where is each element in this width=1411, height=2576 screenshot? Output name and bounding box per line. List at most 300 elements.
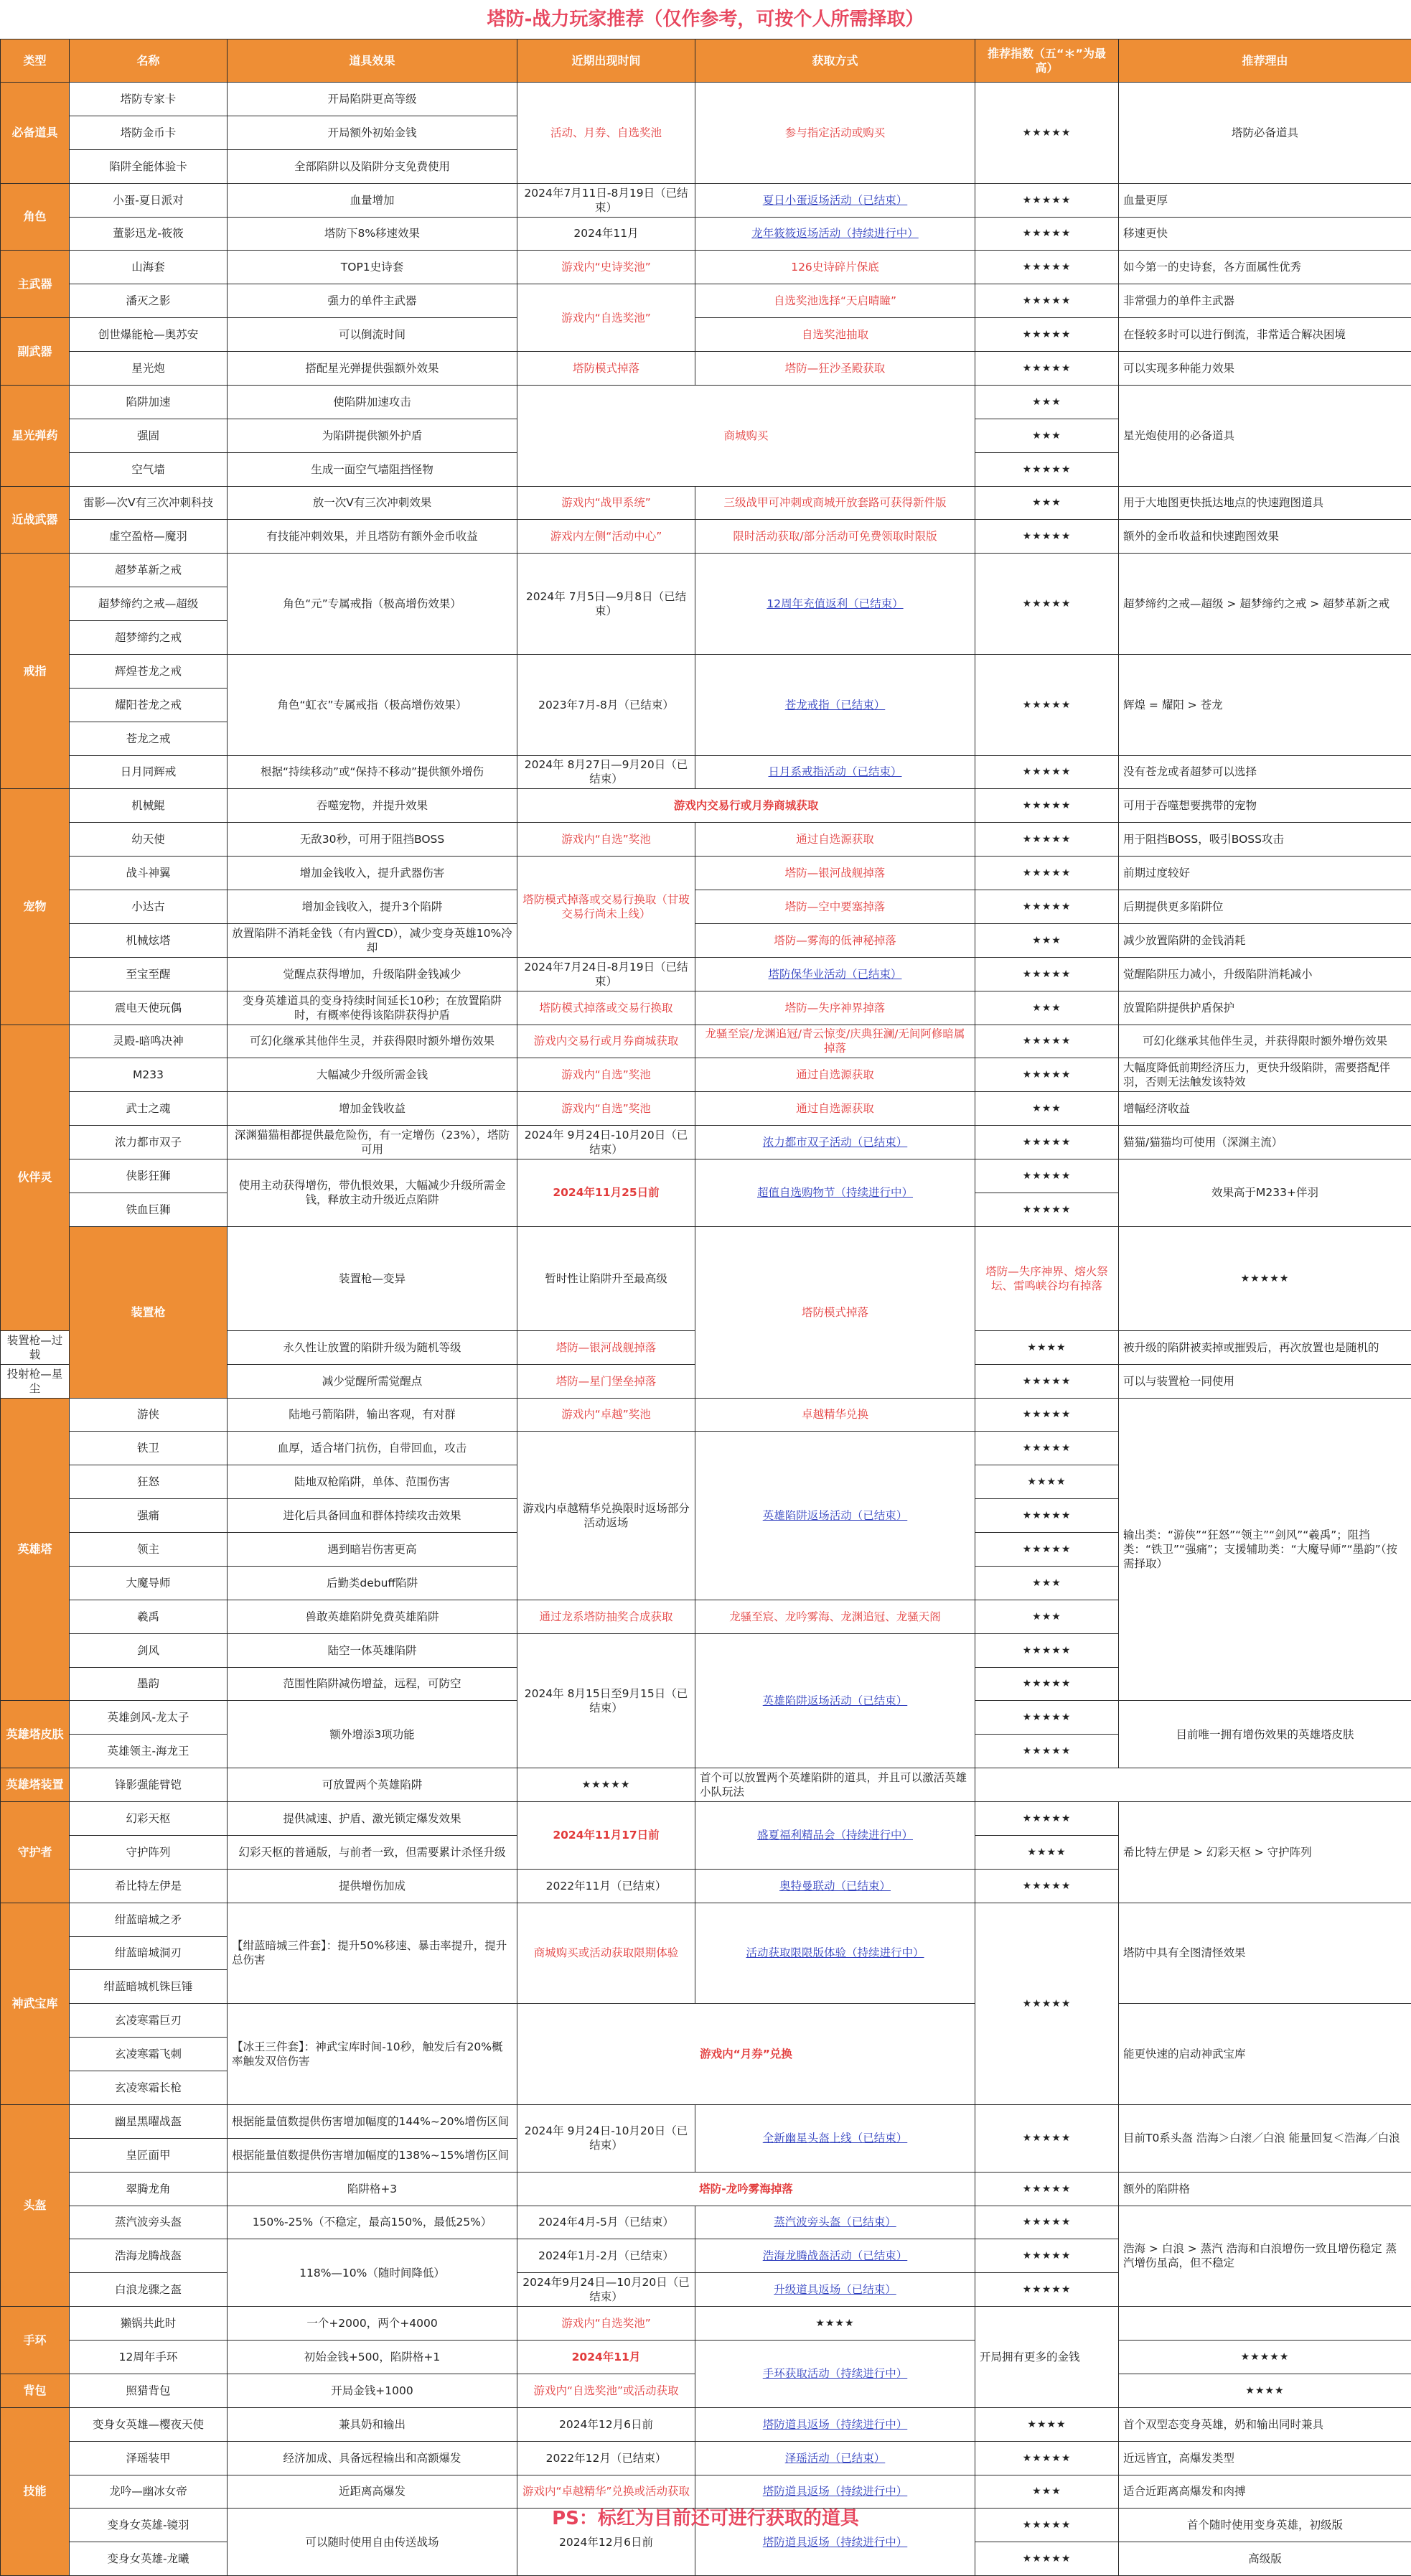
- table-cell: 超梦革新之戒: [70, 554, 228, 587]
- table-cell: 玄凌寒霜长枪: [70, 2071, 228, 2105]
- table-cell: 塔防中具有全图清怪效果: [1119, 1903, 1411, 2004]
- table-cell: 变身女英雄-镜羽: [70, 2509, 228, 2542]
- table-cell: 照猎背包: [70, 2374, 228, 2407]
- table-row: [1, 251, 1411, 284]
- table-cell: 根据能量值数提供伤害增加幅度的138%~15%增伤区间: [228, 2138, 517, 2172]
- table-cell: ★★★★: [975, 1465, 1119, 1499]
- category-cell: 伙伴灵: [1, 1025, 70, 1330]
- source-link[interactable]: 日月系戒指活动（已结束）: [695, 755, 975, 789]
- table-cell: 震电天使玩偶: [70, 991, 228, 1025]
- table-cell: ★★★★★: [975, 1193, 1119, 1226]
- table-cell: 额外的金币收益和快速跑图效果: [1119, 520, 1411, 554]
- table-cell: ★★★★★: [975, 2542, 1119, 2576]
- table-cell: ★★★★★: [975, 2273, 1119, 2307]
- source-link[interactable]: 手环获取活动（持续进行中）: [695, 2341, 975, 2408]
- table-row: [1, 385, 1411, 419]
- table-cell: ★★★★★: [975, 318, 1119, 352]
- table-row: [1, 1226, 1411, 1330]
- category-cell: 英雄塔: [1, 1398, 70, 1701]
- table-cell: 玄凌寒霜飞刺: [70, 2038, 228, 2071]
- source-link[interactable]: 塔防道具返场（持续进行中）: [695, 2407, 975, 2441]
- table-cell: 浩海 > 白浪 > 蒸汽 浩海和白浪增伤一致且增伤稳定 蒸汽增伤虽高，但不稳定: [1119, 2206, 1411, 2307]
- table-cell: 塔防必备道具: [1119, 83, 1411, 184]
- table-cell: 小蛋-夏日派对: [70, 183, 228, 217]
- table-cell: 游戏内“自选奖池”或活动获取: [517, 2374, 695, 2407]
- table-cell: 自选奖池选择“天启晴瞳”: [695, 284, 975, 318]
- table-cell: 2024年 7月5日—9月8日（已结束）: [517, 554, 695, 655]
- source-link[interactable]: 龙年筱筱返场活动（持续进行中）: [695, 217, 975, 251]
- table-cell: ★★★★★: [975, 1903, 1119, 2104]
- source-link[interactable]: 英雄陷阱返场活动（已结束）: [695, 1633, 975, 1768]
- header-effect: 道具效果: [228, 39, 517, 83]
- table-cell: 2022年12月（已结束）: [517, 2441, 695, 2475]
- category-cell: 英雄塔皮肤: [1, 1701, 70, 1768]
- table-cell: ★★★★★: [1119, 2341, 1411, 2374]
- table-cell: 为陷阱提供额外护盾: [228, 419, 517, 452]
- table-cell: 限时活动获取/部分活动可免费领取时限版: [695, 520, 975, 554]
- source-link[interactable]: 英雄陷阱返场活动（已结束）: [695, 1432, 975, 1600]
- table-cell: 增幅经济收益: [1119, 1092, 1411, 1126]
- category-cell: 戒指: [1, 554, 70, 789]
- table-cell: ★★★★★: [975, 1533, 1119, 1567]
- table-cell: 2024年12月6日前: [517, 2407, 695, 2441]
- table-row: [1, 2172, 1411, 2206]
- table-cell: 移速更快: [1119, 217, 1411, 251]
- table-cell: 辉煌苍龙之戒: [70, 654, 228, 688]
- table-row: [1, 857, 1411, 890]
- source-link[interactable]: 塔防道具返场（持续进行中）: [695, 2509, 975, 2576]
- table-cell: ★★★★★: [975, 1735, 1119, 1768]
- table-cell: 2024年 9月24日-10月20日（已结束）: [517, 2104, 695, 2172]
- table-cell: ★★★★★: [975, 284, 1119, 318]
- table-cell: 塔防模式掉落: [517, 352, 695, 386]
- table-cell: 猫猫/猫猫均可使用（深渊主流）: [1119, 1126, 1411, 1159]
- table-row: [1, 1903, 1411, 1936]
- table-cell: 可幻化继承其他伴生灵，并获得限时额外增伤效果: [1119, 1025, 1411, 1058]
- table-cell: 增加金钱收入，提升武器伤害: [228, 857, 517, 890]
- table-cell: 空气墙: [70, 452, 228, 486]
- category-cell: 副武器: [1, 318, 70, 386]
- table-cell: 用于大地图更快抵达地点的快速跑图道具: [1119, 486, 1411, 520]
- table-cell: 2024年7月11日-8月19日（已结束）: [517, 183, 695, 217]
- table-cell: 2024年11月: [517, 217, 695, 251]
- table-cell: 变身英雄道具的变身持续时间延长10秒；在放置陷阱时，有概率使得该陷阱获得护盾: [228, 991, 517, 1025]
- table-cell: 塔防—银河战舰掉落: [695, 857, 975, 890]
- table-cell: 战斗神翼: [70, 857, 228, 890]
- table-cell: ★★★: [975, 486, 1119, 520]
- table-cell: 目前唯一拥有增伤效果的英雄塔皮肤: [1119, 1701, 1411, 1768]
- header-source: 获取方式: [695, 39, 975, 83]
- table-cell: 游戏内左侧“活动中心”: [517, 520, 695, 554]
- table-cell: 希比特左伊是 > 幻彩天枢 > 守护阵列: [1119, 1802, 1411, 1903]
- table-row: [1, 2004, 1411, 2038]
- table-cell: 搭配星光弹提供强额外效果: [228, 352, 517, 386]
- header-rating: 推荐指数（五“＊”为最高）: [975, 39, 1119, 83]
- table-cell: 蒸汽波旁头盔: [70, 2206, 228, 2239]
- source-link[interactable]: 全新幽星头盔上线（已结束）: [695, 2104, 975, 2172]
- table-cell: ★★★★★: [975, 1364, 1119, 1398]
- table-cell: 额外的陷阱格: [1119, 2172, 1411, 2206]
- table-cell: 变身女英雄-龙曦: [70, 2542, 228, 2576]
- table-cell: 陷阱格+3: [228, 2172, 517, 2206]
- table-row: [1, 1092, 1411, 1126]
- table-cell: 可幻化继承其他伴生灵，并获得限时额外增伤效果: [228, 1025, 517, 1058]
- table-cell: ★★★★★: [975, 1159, 1119, 1193]
- table-cell: 浓力都市双子: [70, 1126, 228, 1159]
- table-cell: 2024年11月17日前: [517, 1802, 695, 1870]
- table-cell: 近距离高爆发: [228, 2475, 517, 2509]
- table-cell: ★★★★★: [975, 1398, 1119, 1432]
- table-cell: ★★★: [975, 923, 1119, 957]
- table-cell: 自选奖池抽取: [695, 318, 975, 352]
- table-cell: 雷影—次V有三次冲刺科技: [70, 486, 228, 520]
- table-cell: 机械鲲: [70, 789, 228, 823]
- table-row: [1, 654, 1411, 688]
- source-link[interactable]: 塔防保华业活动（已结束）: [695, 957, 975, 991]
- table-row: [1, 2341, 1411, 2374]
- table-cell: 根据能量值数提供伤害增加幅度的144%~20%增伤区间: [228, 2104, 517, 2138]
- table-cell: 变身女英雄—樱夜天使: [70, 2407, 228, 2441]
- table-cell: 塔防模式掉落或交易行换取（甘玻交易行尚未上线）: [517, 857, 695, 958]
- table-cell: 2024年11月: [517, 2341, 695, 2374]
- category-cell: 手环: [1, 2307, 70, 2374]
- table-cell: 游戏内“月券”兑换: [517, 2004, 975, 2105]
- table-cell: 辉煌 = 耀阳 > 苍龙: [1119, 654, 1411, 755]
- category-cell: 守护者: [1, 1802, 70, 1903]
- table-cell: 后期提供更多陷阱位: [1119, 890, 1411, 924]
- table-cell: 全部陷阱以及陷阱分支免费使用: [228, 149, 517, 183]
- table-cell: 翠腾龙角: [70, 2172, 228, 2206]
- table-cell: 减少觉醒所需觉醒点: [228, 1364, 517, 1398]
- table-row: [1, 2307, 1411, 2341]
- table-cell: 塔防—雾海的低神秘掉落: [695, 923, 975, 957]
- table-cell: 目前T0系头盔 浩海＞白滚／白浪 能量回复＜浩海／白浪: [1119, 2104, 1411, 2172]
- table-cell: 铁卫: [70, 1432, 228, 1465]
- table-cell: 2023年7月-8月（已结束）: [517, 654, 695, 755]
- table-cell: 游戏内“卓越精华”兑换或活动获取: [517, 2475, 695, 2509]
- table-cell: ★★★★★: [975, 1058, 1119, 1092]
- table-cell: ★★★★: [695, 2307, 975, 2341]
- table-cell: ★★★★★: [975, 2441, 1119, 2475]
- table-cell: ★★★: [975, 1600, 1119, 1633]
- table-cell: 强固: [70, 419, 228, 452]
- table-cell: ★★★★: [975, 1330, 1119, 1364]
- table-row: [1, 486, 1411, 520]
- table-cell: 有技能冲刺效果，并且塔防有额外金币收益: [228, 520, 517, 554]
- table-cell: 126史诗碎片保底: [695, 251, 975, 284]
- table-cell: 永久性让放置的陷阱升级为随机等级: [228, 1330, 517, 1364]
- table-row: [1, 2475, 1411, 2509]
- table-cell: ★★★★★: [975, 1869, 1119, 1903]
- table-cell: 可用于吞噬想要携带的宠物: [1119, 789, 1411, 823]
- page-title: 塔防-战力玩家推荐（仅作参考，可按个人所需择取）: [0, 0, 1411, 39]
- table-cell: ★★★★★: [975, 1633, 1119, 1667]
- source-link[interactable]: 浓力都市双子活动（已结束）: [695, 1126, 975, 1159]
- table-row: [1, 1802, 1411, 1836]
- table-cell: 前期过度较好: [1119, 857, 1411, 890]
- table-cell: 放一次V有三次冲刺效果: [228, 486, 517, 520]
- table-cell: 幻彩天枢的普通版，与前者一致，但需要累计杀怪升级: [228, 1835, 517, 1869]
- table-cell: 减少放置陷阱的金钱消耗: [1119, 923, 1411, 957]
- table-cell: TOP1史诗套: [228, 251, 517, 284]
- header-reason: 推荐理由: [1119, 39, 1411, 83]
- table-cell: M233: [70, 1058, 228, 1092]
- table-cell: 一个+2000，两个+4000: [228, 2307, 517, 2341]
- table-cell: 塔防模式掉落: [695, 1226, 975, 1398]
- footer-note: PS：标红为目前还可进行获取的道具: [0, 2504, 1411, 2533]
- table-row: [1, 183, 1411, 217]
- table-cell: 高级版: [1119, 2542, 1411, 2576]
- table-cell: 2024年11月25日前: [517, 1159, 695, 1227]
- table-cell: 虚空盈格—魔羽: [70, 520, 228, 554]
- table-cell: 2024年 9月24日-10月20日（已结束）: [517, 1126, 695, 1159]
- table-cell: 超梦缔约之戒—超级: [70, 587, 228, 621]
- table-row: [1, 1159, 1411, 1193]
- table-cell: 血量增加: [228, 183, 517, 217]
- table-row: [1, 318, 1411, 352]
- table-cell: ★★★: [975, 419, 1119, 452]
- table-cell: 羲禹: [70, 1600, 228, 1633]
- table-cell: ★★★★★: [975, 554, 1119, 655]
- table-cell: 12周年手环: [70, 2341, 228, 2374]
- source-link[interactable]: 泽瑶活动（已结束）: [695, 2441, 975, 2475]
- category-cell: 近战武器: [1, 486, 70, 554]
- source-link[interactable]: 盛夏福利精品会（持续进行中）: [695, 1802, 975, 1870]
- table-row: [1, 1126, 1411, 1159]
- source-link[interactable]: 苍龙戒指（已结束）: [695, 654, 975, 755]
- table-cell: ★★★★★: [975, 1432, 1119, 1465]
- table-row: [1, 83, 1411, 116]
- category-cell: 必备道具: [1, 83, 70, 184]
- table-cell: 投射枪—星尘: [1, 1364, 70, 1398]
- table-cell: 玄凌寒霜巨刃: [70, 2004, 228, 2038]
- source-link[interactable]: 奥特曼联动（已结束）: [695, 1869, 975, 1903]
- table-cell: 三级战甲可冲刺或商城开放套路可获得新件版: [695, 486, 975, 520]
- table-cell: 能更快速的启动神武宝库: [1119, 2004, 1411, 2105]
- table-cell: 大幅度降低前期经济压力，更快升级陷阱，需要搭配伴羽，否则无法触发该特效: [1119, 1058, 1411, 1092]
- table-row: [1, 755, 1411, 789]
- table-cell: 游戏内“自选”奖池: [517, 1092, 695, 1126]
- table-row: [1, 991, 1411, 1025]
- table-cell: 角色“元”专属戒指（极高增伤效果）: [228, 554, 517, 655]
- table-cell: 觉醒陷阱压力减小，升级陷阱消耗减小: [1119, 957, 1411, 991]
- table-cell: 游戏内“自选”奖池: [517, 1058, 695, 1092]
- table-row: [1, 890, 1411, 924]
- table-row: [1, 2206, 1411, 2239]
- table-cell: ★★★★★: [975, 352, 1119, 386]
- table-cell: ★★★★★: [975, 1025, 1119, 1058]
- table-cell: 陷阱全能体验卡: [70, 149, 228, 183]
- table-cell: 星光炮: [70, 352, 228, 386]
- table-row: [1, 789, 1411, 823]
- category-cell: 英雄塔装置: [1, 1768, 70, 1802]
- table-cell: 首个可以放置两个英雄陷阱的道具，并且可以激活英雄小队玩法: [695, 1768, 975, 1802]
- table-cell: 陆空一体英雄陷阱: [228, 1633, 517, 1667]
- table-cell: 超梦缔约之戒—超级 > 超梦缔约之戒 > 超梦革新之戒: [1119, 554, 1411, 655]
- table-cell: 大魔导师: [70, 1566, 228, 1600]
- table-row: [1, 217, 1411, 251]
- table-cell: 白浪龙骤之盔: [70, 2273, 228, 2307]
- table-cell: ★★★: [975, 1092, 1119, 1126]
- table-cell: 被升级的陷阱被卖掉或摧毁后，再次放置也是随机的: [1119, 1330, 1411, 1364]
- table-cell: 开局拥有更多的金钱: [975, 2307, 1119, 2408]
- table-cell: 锋影强能臂铠: [70, 1768, 228, 1802]
- table-row: [1, 1768, 1411, 1802]
- table-cell: 游戏内卓越精华兑换限时返场部分活动返场: [517, 1432, 695, 1600]
- table-row: [1, 1025, 1411, 1058]
- table-cell: 放置陷阱提供护盾保护: [1119, 991, 1411, 1025]
- table-cell: 增加金钱收入，提升3个陷阱: [228, 890, 517, 924]
- table-cell: 2024年1月-2月（已结束）: [517, 2239, 695, 2273]
- table-cell: 2024年4月-5月（已结束）: [517, 2206, 695, 2239]
- table-cell: ★★★★★: [975, 183, 1119, 217]
- table-cell: ★★★★★: [975, 1126, 1119, 1159]
- table-cell: 兽敢英雄陷阱免费英雄陷阱: [228, 1600, 517, 1633]
- table-cell: 侠影狂狮: [70, 1159, 228, 1193]
- table-cell: ★★★★: [975, 1835, 1119, 1869]
- table-cell: 开局额外初始金钱: [228, 116, 517, 149]
- source-link[interactable]: 蒸汽波旁头盔（已结束）: [695, 2206, 975, 2239]
- table-cell: 初始金钱+500，陷阱格+1: [228, 2341, 517, 2374]
- table-cell: 提供增伤加成: [228, 1869, 517, 1903]
- table-cell: 2024年 8月27日—9月20日（已结束）: [517, 755, 695, 789]
- table-cell: 龙骚至宸/龙渊追冠/青云惊变/庆典狂澜/无间阿修暗属掉落: [695, 1025, 975, 1058]
- table-cell: 游戏内交易行或月券商城获取: [517, 1025, 695, 1058]
- table-cell: 狂怒: [70, 1465, 228, 1499]
- table-cell: ★★★★★: [975, 789, 1119, 823]
- source-link[interactable]: 升级道具返场（已结束）: [695, 2273, 975, 2307]
- table-cell: 英雄领主-海龙王: [70, 1735, 228, 1768]
- table-cell: 獭锅共此时: [70, 2307, 228, 2341]
- table-cell: 绀蓝暗城机铢巨锤: [70, 1970, 228, 2004]
- recommendation-table: [0, 39, 1411, 2576]
- category-cell: 宠物: [1, 789, 70, 1025]
- category-cell: 背包: [1, 2374, 70, 2407]
- table-cell: 星光炮使用的必备道具: [1119, 385, 1411, 486]
- table-row: [1, 957, 1411, 991]
- table-cell: 塔防—银河战舰掉落: [517, 1330, 695, 1364]
- table-cell: 游戏内“史诗奖池”: [517, 251, 695, 284]
- table-cell: 兼具奶和输出: [228, 2407, 517, 2441]
- source-link[interactable]: 12周年充值返利（已结束）: [695, 554, 975, 655]
- table-cell: 范围性陷阱减伤增益，远程，可防空: [228, 1667, 517, 1701]
- table-cell: 小达古: [70, 890, 228, 924]
- table-cell: 山海套: [70, 251, 228, 284]
- table-row: [1, 554, 1411, 587]
- table-cell: ★★★★★: [975, 251, 1119, 284]
- table-cell: 参与指定活动或购买: [695, 83, 975, 184]
- table-header-row: [1, 39, 1411, 83]
- table-cell: 使陷阱加速攻击: [228, 385, 517, 419]
- table-cell: 可以与装置枪一同使用: [1119, 1364, 1411, 1398]
- table-row: [1, 823, 1411, 857]
- table-cell: ★★★★★: [975, 1701, 1119, 1735]
- table-cell: ★★★★★: [975, 857, 1119, 890]
- table-cell: ★★★: [975, 1566, 1119, 1600]
- table-cell: ★★★★★: [975, 957, 1119, 991]
- table-cell: 效果高于M233+伴羽: [1119, 1159, 1411, 1227]
- table-cell: ★★★★★: [975, 83, 1119, 184]
- table-cell: 泽瑶装甲: [70, 2441, 228, 2475]
- table-cell: 至宝至醒: [70, 957, 228, 991]
- table-cell: 塔防—狂沙圣殿获取: [695, 352, 975, 386]
- table-cell: 提供减速、护盾、激光锁定爆发效果: [228, 1802, 517, 1836]
- table-cell: 希比特左伊是: [70, 1869, 228, 1903]
- table-cell: 潘灭之影: [70, 284, 228, 318]
- table-cell: 118%—10%（随时间降低）: [228, 2239, 517, 2307]
- table-cell: 陆地双枪陷阱，单体、范围伤害: [228, 1465, 517, 1499]
- table-cell: 龙骚至宸、龙吟雾海、龙渊追冠、龙骚天阁: [695, 1600, 975, 1633]
- table-cell: ★★★: [975, 385, 1119, 419]
- category-cell: 装置枪: [70, 1226, 228, 1398]
- table-cell: 塔防-龙吟雾海掉落: [517, 2172, 975, 2206]
- table-cell: ★★★: [975, 991, 1119, 1025]
- table-cell: 通过龙系塔防抽奖合成获取: [517, 1600, 695, 1633]
- source-link[interactable]: 活动获取限限版体验（持续进行中）: [695, 1903, 975, 2004]
- table-cell: 创世爆能枪—奥苏安: [70, 318, 228, 352]
- table-cell: 近远皆宜，高爆发类型: [1119, 2441, 1411, 2475]
- table-cell: 铁血巨狮: [70, 1193, 228, 1226]
- table-cell: ★★★: [975, 2475, 1119, 2509]
- table-cell: 商城购买或活动获取限期体验: [517, 1903, 695, 2004]
- table-cell: ★★★★★: [975, 2206, 1119, 2239]
- table-cell: ★★★★★: [1119, 1226, 1411, 1330]
- source-link[interactable]: 塔防道具返场（持续进行中）: [695, 2475, 975, 2509]
- table-cell: 吞噬宠物，并提升效果: [228, 789, 517, 823]
- table-cell: 可以倒流时间: [228, 318, 517, 352]
- category-cell: 星光弹药: [1, 385, 70, 486]
- table-cell: ★★★★: [975, 2407, 1119, 2441]
- table-cell: 【冰王三件套】：神武宝库时间-10秒，触发后有20%概率触发双倍伤害: [228, 2004, 517, 2105]
- table-cell: 机械炫塔: [70, 923, 228, 957]
- table-cell: ★★★★★: [975, 2104, 1119, 2172]
- table-cell: 额外增添3项功能: [228, 1701, 517, 1768]
- table-cell: 用于阻挡BOSS，吸引BOSS攻击: [1119, 823, 1411, 857]
- table-cell: 如今第一的史诗套，各方面属性优秀: [1119, 251, 1411, 284]
- category-cell: 主武器: [1, 251, 70, 318]
- table-cell: 在怪较多时可以进行倒流，非常适合解决困境: [1119, 318, 1411, 352]
- table-row: [1, 1058, 1411, 1092]
- source-link[interactable]: 超值自选购物节（持续进行中）: [695, 1159, 975, 1227]
- table-cell: 2024年 8月15日至9月15日（已结束）: [517, 1633, 695, 1768]
- table-cell: 耀阳苍龙之戒: [70, 688, 228, 722]
- table-cell: 角色“虹衣”专属戒指（极高增伤效果）: [228, 654, 517, 755]
- category-cell: 技能: [1, 2407, 70, 2575]
- table-cell: 血量更厚: [1119, 183, 1411, 217]
- header-name: 名称: [70, 39, 228, 83]
- table-row: [1, 2441, 1411, 2475]
- table-row: [1, 923, 1411, 957]
- table-cell: 适合近距离高爆发和肉搏: [1119, 2475, 1411, 2509]
- table-cell: 幼天使: [70, 823, 228, 857]
- table-row: [1, 2104, 1411, 2138]
- table-body: [1, 83, 1411, 2576]
- header-recent-time: 近期出现时间: [517, 39, 695, 83]
- table-cell: 装置枪—过载: [1, 1330, 70, 1364]
- table-cell: 通过自选源获取: [695, 1092, 975, 1126]
- category-cell: 神武宝库: [1, 1903, 70, 2104]
- table-cell: 英雄剑风-龙太子: [70, 1701, 228, 1735]
- table-cell: 2024年12月6日前: [517, 2509, 695, 2576]
- header-type: 类型: [1, 39, 70, 83]
- table-cell: ★★★★★: [975, 2509, 1119, 2542]
- table-cell: ★★★★★: [975, 1667, 1119, 1701]
- table-cell: 输出类：“游侠”“狂怒”“领主”“剑风”“羲禹”；阻挡类：“铁卫”“强痛”；支援辅助类：“大魔导师”“墨韵”（按需择取）: [1119, 1398, 1411, 1701]
- source-link[interactable]: 浩海龙腾战盔活动（已结束）: [695, 2239, 975, 2273]
- table-cell: 没有苍龙或者超梦可以选择: [1119, 755, 1411, 789]
- source-link[interactable]: 夏日小蛋返场活动（已结束）: [695, 183, 975, 217]
- table-cell: 150%-25%（不稳定，最高150%，最低25%）: [228, 2206, 517, 2239]
